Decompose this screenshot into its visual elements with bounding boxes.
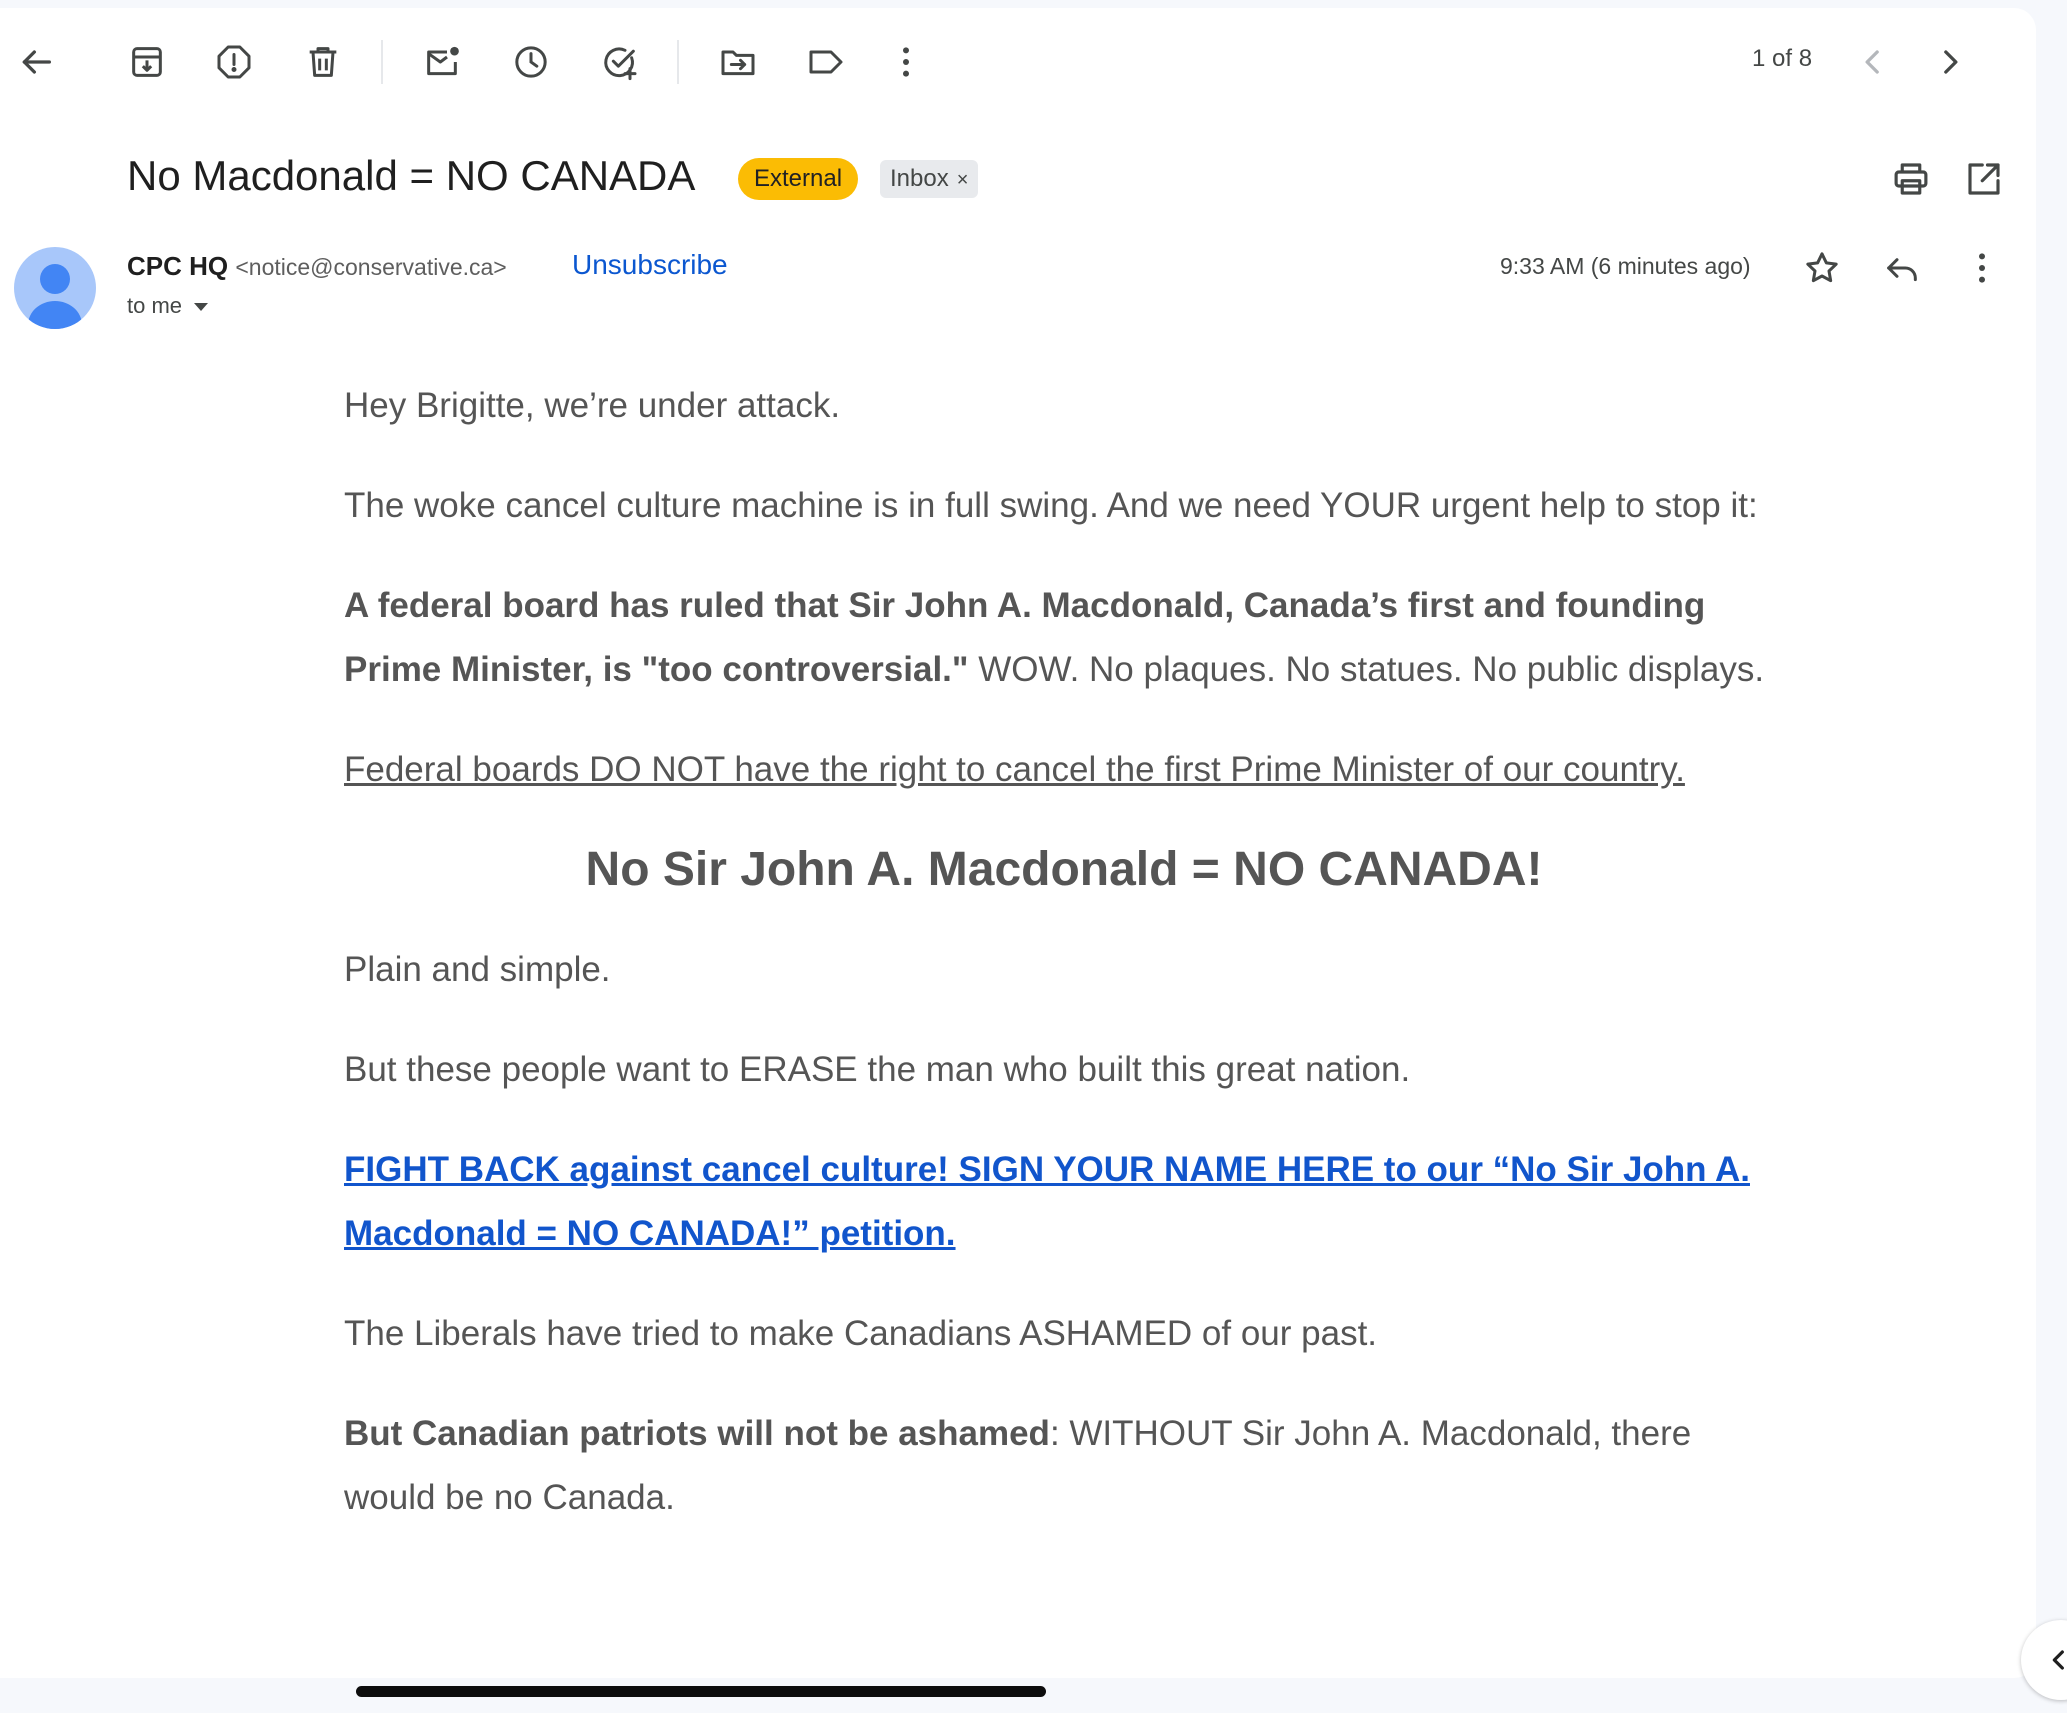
bold-text: A federal board has ruled that Sir John A. Macdonald, Canada’s first and founding Prime Minister, is "too controversial." (344, 586, 1706, 689)
paragraph (344, 1402, 1784, 1530)
message-more-icon[interactable] (1962, 248, 2002, 288)
bold-text: But Canadian patriots will not be ashamed (344, 1414, 1050, 1453)
external-badge: External (738, 158, 858, 200)
more-vert-icon[interactable] (886, 42, 926, 82)
paragraph (344, 738, 1784, 802)
mark-unread-icon[interactable] (422, 42, 462, 82)
inbox-label-chip (880, 160, 978, 198)
home-indicator (356, 1686, 1046, 1697)
paragraph: Plain and simple. (344, 950, 611, 989)
archive-icon[interactable] (127, 42, 167, 82)
add-to-tasks-icon[interactable] (600, 42, 640, 82)
remove-label-button[interactable]: × (956, 169, 969, 191)
paragraph (344, 574, 1784, 702)
sender-name: CPC HQ (127, 251, 229, 281)
star-icon[interactable] (1802, 248, 1842, 288)
paragraph: But these people want to ERASE the man who built this great nation. (344, 1050, 1411, 1089)
email-body (344, 374, 1784, 1566)
recipient-label: to me (127, 293, 183, 318)
chevron-left-icon (2043, 1644, 2067, 1676)
avatar (14, 247, 96, 329)
inbox-label-text: Inbox (890, 165, 949, 192)
toolbar-divider (677, 40, 679, 84)
open-in-new-window-icon[interactable] (1963, 158, 2005, 200)
petition-link[interactable]: FIGHT BACK against cancel culture! SIGN YOUR NAME HERE to our “No Sir John A. Macdonald = NO CANADA!” petition. (344, 1150, 1750, 1253)
delete-icon[interactable] (303, 42, 343, 82)
paragraph-text: : WITHOUT Sir John A. Macdonald, there would be no Canada. (344, 1414, 1692, 1517)
unsubscribe-link[interactable]: Unsubscribe (572, 249, 728, 280)
paragraph (344, 1138, 1784, 1266)
toolbar-divider (381, 40, 383, 84)
email-subject: No Macdonald = NO CANADA (127, 152, 696, 199)
email-timestamp: 9:33 AM (6 minutes ago) (1500, 253, 1751, 279)
paragraph: The Liberals have tried to make Canadians ASHAMED of our past. (344, 1314, 1378, 1353)
chevron-left-icon[interactable] (1853, 42, 1893, 82)
move-to-icon[interactable] (718, 42, 758, 82)
underlined-text: Federal boards DO NOT have the right to cancel the first Prime Minister of our country. (344, 750, 1685, 789)
back-arrow-icon[interactable] (16, 42, 56, 82)
pagination-label: 1 of 8 (1752, 45, 1813, 72)
recipient-details-toggle[interactable] (127, 293, 208, 319)
greeting: Hey Brigitte, we’re under attack. (344, 386, 841, 425)
paragraph-text: WOW. No plaques. No statues. No public displays. (968, 650, 1765, 689)
sender-address: <notice@conservative.ca> (235, 254, 507, 280)
caret-down-icon (194, 303, 208, 311)
snooze-icon[interactable] (511, 42, 551, 82)
print-icon[interactable] (1890, 158, 1932, 200)
label-icon[interactable] (806, 42, 846, 82)
report-spam-icon[interactable] (214, 42, 254, 82)
email-view (0, 8, 2036, 1678)
sender (127, 251, 507, 282)
paragraph: The woke cancel culture machine is in full swing. And we need YOUR urgent help to stop it: (344, 486, 1758, 525)
chevron-right-icon[interactable] (1930, 42, 1970, 82)
headline: No Sir John A. Macdonald = NO CANADA! (585, 843, 1543, 896)
reply-icon[interactable] (1882, 248, 1922, 288)
